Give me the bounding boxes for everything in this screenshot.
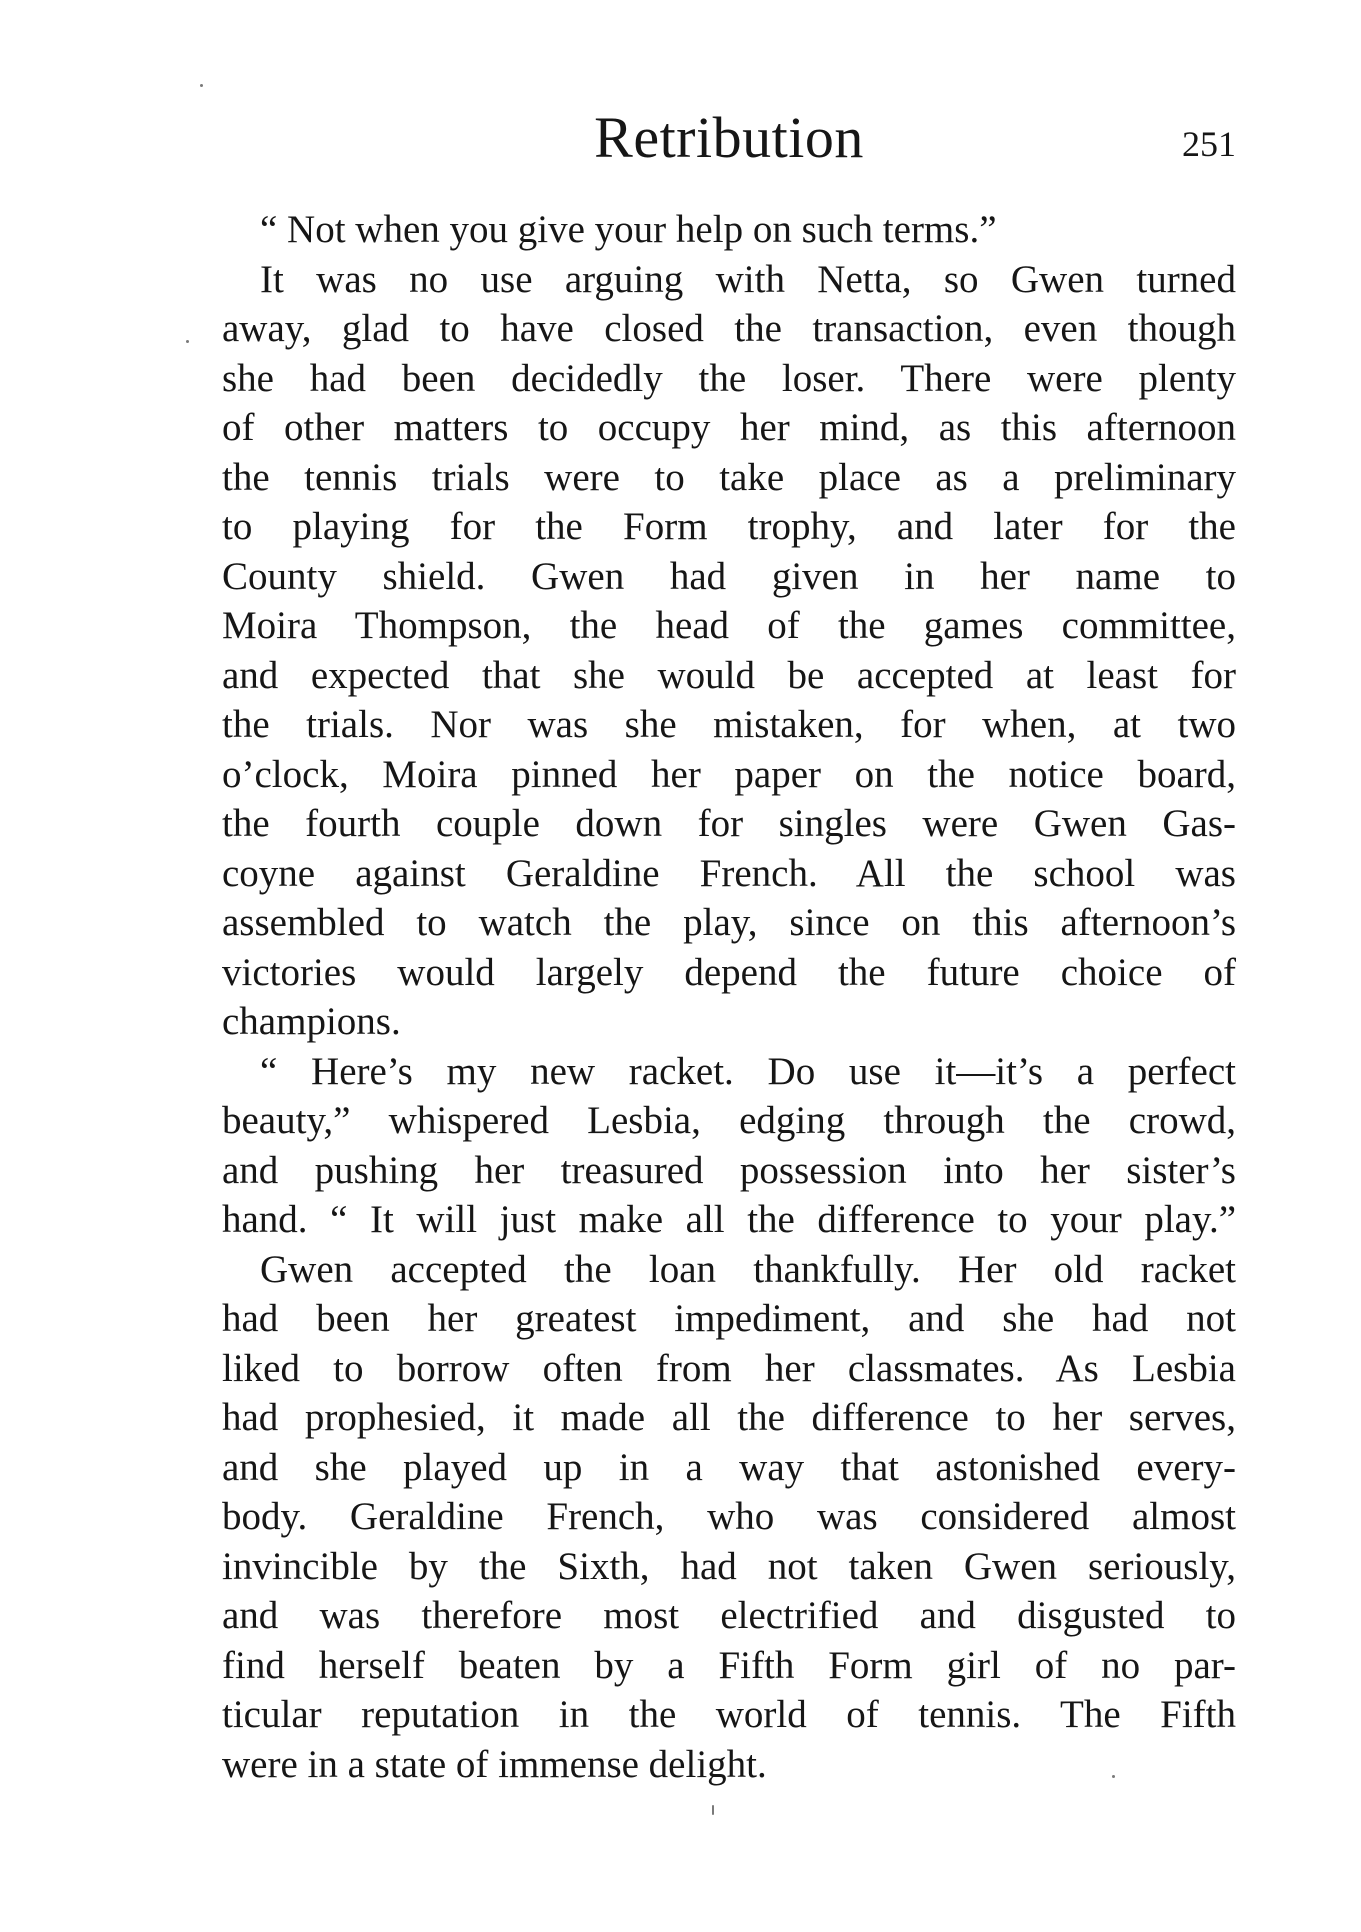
text-line: to playing for the Form trophy, and later for the: [222, 505, 1236, 548]
chapter-title: Retribution: [594, 105, 864, 170]
text-line: “ Not when you give your help on such terms.”: [260, 208, 997, 251]
text-line: and pushing her treasured possession into her sister’s: [222, 1148, 1236, 1192]
text-line: Gwen accepted the loan thankfully. Her old racket: [260, 1247, 1236, 1291]
text-line: had been her greatest impediment, and she had not: [222, 1297, 1236, 1340]
text-line: she had been decidedly the loser. There were plenty: [222, 356, 1236, 400]
paper-speck: [200, 84, 203, 87]
paper-speck: [186, 340, 189, 343]
text-line: It was no use arguing with Netta, so Gwen turned: [260, 257, 1236, 301]
text-line: beauty,” whispered Lesbia, edging through the crowd,: [222, 1099, 1236, 1142]
text-line: o’clock, Moira pinned her paper on the notice board,: [222, 752, 1236, 796]
text-line: and expected that she would be accepted at least for: [222, 653, 1236, 697]
page-number: 251: [1182, 124, 1236, 164]
text-line: champions.: [222, 1000, 401, 1043]
text-line: coyne against Geraldine French. All the school was: [222, 851, 1236, 895]
text-line: Moira Thompson, the head of the games committee,: [222, 604, 1236, 647]
text-line: find herself beaten by a Fifth Form girl of no par-: [222, 1643, 1236, 1687]
text-line: County shield. Gwen had given in her name to: [222, 554, 1236, 598]
text-line: the trials. Nor was she mistaken, for when, at two: [222, 703, 1236, 746]
text-line: invincible by the Sixth, had not taken Gwen seriously,: [222, 1544, 1236, 1588]
text-line: and was therefore most electrified and disgusted to: [222, 1594, 1236, 1637]
text-line: had prophesied, it made all the difference to her serves,: [222, 1396, 1236, 1439]
body-text: [222, 205, 1236, 1789]
text-line: the fourth couple down for singles were Gwen Gas-: [222, 802, 1236, 845]
text-line: “ Here’s my new racket. Do use it—it’s a perfect: [260, 1049, 1236, 1093]
text-line: the tennis trials were to take place as a preliminary: [222, 455, 1236, 499]
text-line: assembled to watch the play, since on this afternoon’s: [222, 901, 1236, 944]
text-line: away, glad to have closed the transaction, even though: [222, 307, 1236, 350]
text-line: body. Geraldine French, who was considered almost: [222, 1495, 1236, 1538]
paper-speck: [712, 1805, 714, 1815]
text-line: of other matters to occupy her mind, as this afternoon: [222, 406, 1236, 449]
text-line: were in a state of immense delight.: [222, 1742, 767, 1786]
running-head: [222, 98, 1236, 178]
text-line: ticular reputation in the world of tennis. The Fifth: [222, 1693, 1236, 1736]
text-line: liked to borrow often from her classmates. As Lesbia: [222, 1346, 1236, 1390]
text-line: hand. “ It will just make all the difference to your play.”: [222, 1198, 1236, 1241]
text-line: and she played up in a way that astonished every-: [222, 1445, 1236, 1489]
text-line: victories would largely depend the future choice of: [222, 950, 1236, 994]
